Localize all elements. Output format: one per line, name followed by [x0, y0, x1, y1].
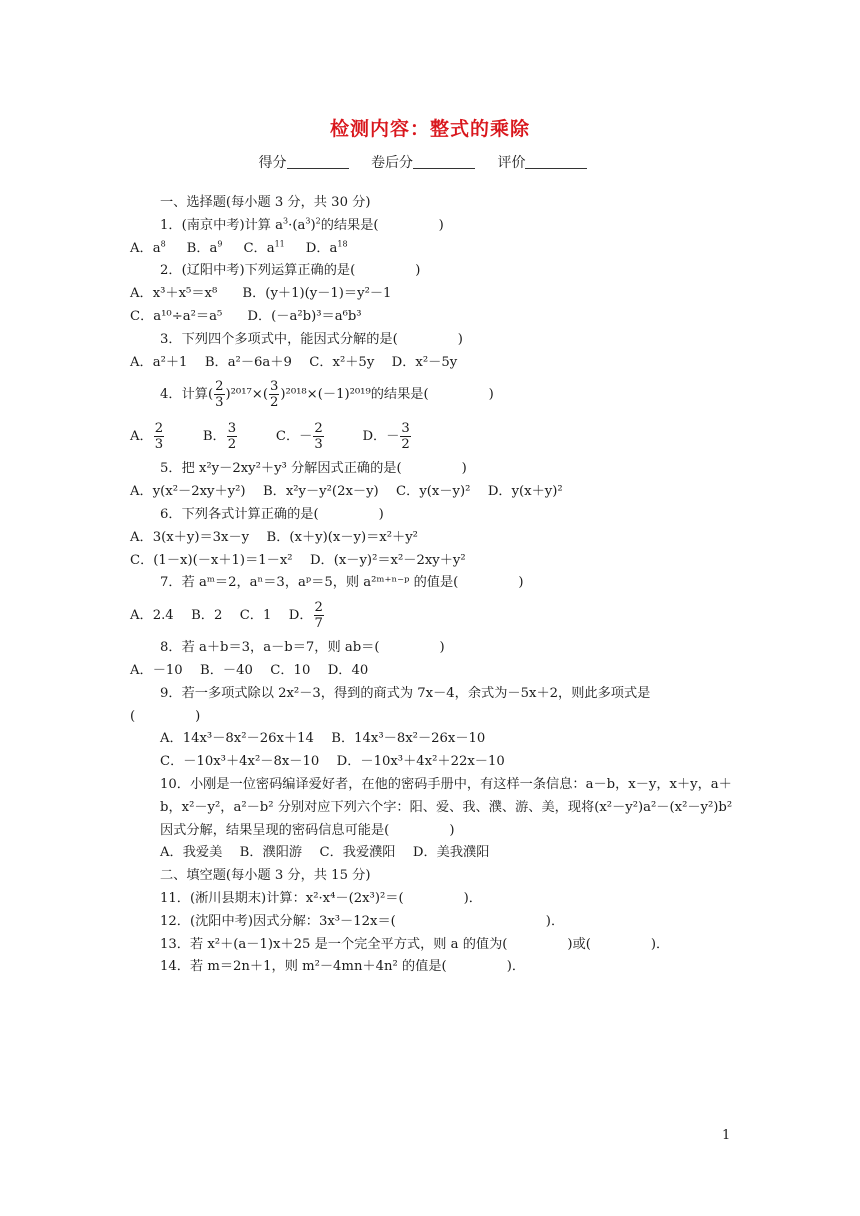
- question-1-options: A．$a^8$ B．$a^9$ C．$a^{11}$ D．$a^{18}$: [130, 239, 348, 256]
- question-2-options-cd: C．a¹⁰÷a²＝a⁵ D．(－a²b)³＝a⁶b³: [130, 308, 362, 324]
- question-6-options-cd: C．(1－x)(－x＋1)＝1－x² D．(x－y)²＝x²－2xy＋y²: [130, 552, 466, 568]
- question-10-options: A．我爱美 B．濮阳游 C．我爱濮阳 D．美我濮阳: [160, 845, 490, 861]
- fraction: $\frac{3}{2}$: [401, 421, 410, 453]
- eval-blank: [525, 154, 587, 169]
- question-11: 11．(淅川县期末)计算：x²·x⁴－(2x³)²＝( )．: [160, 890, 482, 906]
- question-6: 6．下列各式计算正确的是( ): [160, 506, 384, 522]
- question-8: 8．若 a＋b＝3，a－b＝7，则 ab＝( ): [160, 640, 445, 656]
- question-10: 10．小刚是一位密码编译爱好者，在他的密码手册中，有这样一条信息：a－b，x－y，x＋y，a＋b，x²－y²，a²－b² 分别对应下列六个字：阳、爱、我、濮、游、美，现将(x²－y²)a²－(x²－y²)b² 因式分解，结果呈现的密码信息可能是( ): [160, 776, 733, 838]
- page-title: 检测内容：整式的乘除: [329, 118, 530, 140]
- question-9-options-ab: A．14x³－8x²－26x＋14 B．14x³－8x²－26x－10: [160, 731, 486, 747]
- question-14: 14．若 m＝2n＋1，则 m²－4mn＋4n² 的值是( )．: [160, 959, 526, 975]
- question-5: 5．把 x²y－2xy²＋y³ 分解因式正确的是( ): [160, 461, 467, 477]
- question-2: 2．(辽阳中考)下列运算正确的是( ): [160, 263, 421, 279]
- question-5-options: A．y(x²－2xy＋y²) B．x²y－y²(2x－y) C．y(x－y)² D．y(x＋y)²: [130, 484, 563, 500]
- score-blank: [287, 154, 349, 169]
- question-9: 9．若一多项式除以 2x²－3，得到的商式为 7x－4，余式为－5x＋2，则此多项式是: [160, 685, 651, 701]
- question-7: 7．若 aᵐ＝2，aⁿ＝3，aᵖ＝5，则 a²ᵐ⁺ⁿ⁻ᵖ 的值是( ): [160, 575, 524, 591]
- score-label: 得分: [258, 155, 287, 171]
- eval-label: 评价: [497, 155, 526, 171]
- question-9-options-cd: C．－10x³＋4x²－8x－10 D．－10x³＋4x²＋22x－10: [160, 754, 505, 770]
- score-line: [0, 152, 860, 172]
- question-8-options: A．－10 B．－40 C．10 D．40: [130, 662, 369, 678]
- question-13: 13．若 x²＋(a－1)x＋25 是一个完全平方式，则 a 的值为( )或( )．: [160, 936, 670, 952]
- page-number: 1: [722, 1128, 731, 1143]
- question-7-options: A．2.4 B．2 C．1 D． $\frac{2}{7}$: [130, 600, 323, 632]
- question-2-options-ab: A．x³＋x⁵＝x⁸ B．(y＋1)(y－1)＝y²－1: [130, 286, 392, 302]
- question-9-paren: ( ): [130, 708, 201, 724]
- question-12: 12．(沈阳中考)因式分解：3x³－12x＝( )．: [160, 913, 565, 929]
- after-score-blank: [413, 154, 475, 169]
- question-6-options-ab: A．3(x＋y)＝3x－y B．(x＋y)(x－y)＝x²＋y²: [130, 529, 418, 545]
- fraction: $\frac{2}{3}$: [154, 421, 164, 453]
- question-1: 1．(南京中考)计算 $a^3\cdot(a^3)^2$的结果是( ): [160, 216, 444, 233]
- fraction: $\frac{2}{3}$: [314, 421, 323, 453]
- question-3-options: A．a²＋1 B．a²－6a＋9 C．x²＋5y D．x²－5y: [130, 354, 458, 370]
- fraction: $\frac{3}{2}$: [227, 421, 237, 453]
- fraction: $\frac{2}{7}$: [314, 600, 323, 632]
- question-3: 3．下列四个多项式中，能因式分解的是( ): [160, 331, 463, 347]
- question-4: 4．计算( $\frac{2}{3}$ )²⁰¹⁷×( $\frac{3}{2}$ )²⁰¹⁸×(－1)²⁰¹⁹的结果是( ): [160, 379, 494, 411]
- section-heading: 一、选择题(每小题 3 分，共 30 分): [160, 195, 371, 210]
- after-score-label: 卷后分: [371, 155, 413, 171]
- section-heading-2: 二、填空题(每小题 3 分，共 15 分): [160, 868, 371, 884]
- fraction: $\frac{2}{3}$: [215, 379, 224, 411]
- exam-content: [130, 192, 735, 979]
- question-4-options: A． $\frac{2}{3}$ B． $\frac{3}{2}$ C．－ $\frac{2}{3}$ D．－ $\frac{3}{2}$: [130, 421, 410, 453]
- fraction: $\frac{3}{2}$: [270, 379, 279, 411]
